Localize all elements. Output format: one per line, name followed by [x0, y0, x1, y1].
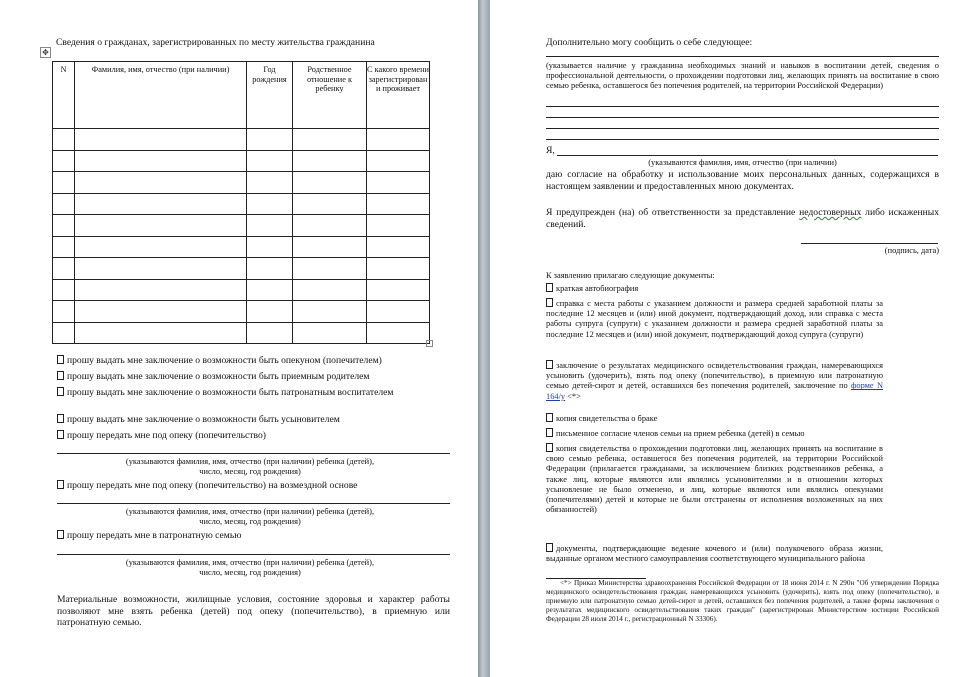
- col-number: N: [53, 62, 75, 129]
- option-paid-guardianship[interactable]: прошу передать мне под опеку (попечительство) на возмездной основе: [57, 480, 457, 492]
- checkbox-icon[interactable]: [57, 414, 64, 423]
- table-cell[interactable]: [367, 258, 430, 280]
- page-gutter: [478, 0, 490, 677]
- right-page: [490, 0, 968, 677]
- table-cell[interactable]: [75, 172, 247, 194]
- additional-title: Дополнительно могу сообщить о себе следующее:: [546, 37, 753, 48]
- table-row: [53, 236, 430, 258]
- table-cell[interactable]: [367, 301, 430, 323]
- fio-caption-1a: (указываются фамилия, имя, отчество (при наличии) ребенка (детей),: [125, 457, 375, 466]
- table-cell[interactable]: [367, 279, 430, 301]
- table-cell[interactable]: [293, 129, 367, 151]
- table-row: [53, 172, 430, 194]
- table-cell[interactable]: [53, 322, 75, 344]
- checkbox-icon[interactable]: [546, 443, 553, 452]
- checkbox-icon[interactable]: [546, 413, 553, 422]
- table-body: [53, 129, 430, 344]
- table-cell[interactable]: [75, 236, 247, 258]
- additional-line-3[interactable]: [546, 128, 939, 129]
- i-prefix: Я,: [546, 145, 555, 156]
- checkbox-icon[interactable]: [57, 530, 64, 539]
- doc-medical[interactable]: заключение о результатах медицинского освидетельствования граждан, намеревающихся усыновить (удочерить), взять под опеку (попечительство), в приемную или патронатную семью детей-сирот и детей, оставшихся без попечения родителей, заключение по форме N 164/у <*>: [546, 361, 883, 401]
- applicant-fio-line[interactable]: [557, 155, 938, 156]
- table-cell[interactable]: [75, 129, 247, 151]
- table-cell[interactable]: [53, 236, 75, 258]
- table-cell[interactable]: [247, 150, 293, 172]
- signature-line[interactable]: [801, 243, 938, 244]
- table-row: [53, 150, 430, 172]
- checkbox-icon[interactable]: [57, 387, 64, 396]
- col-fio: Фамилия, имя, отчество (при наличии): [75, 62, 247, 129]
- table-cell[interactable]: [293, 193, 367, 215]
- table-cell[interactable]: [367, 150, 430, 172]
- doc-nomad[interactable]: документы, подтверждающие ведение кочевого и (или) полукочевого образа жизни, выданные органом местного самоуправления соответствующего муниципального района: [546, 544, 883, 564]
- table-cell[interactable]: [293, 301, 367, 323]
- table-cell[interactable]: [53, 258, 75, 280]
- table-cell[interactable]: [293, 150, 367, 172]
- table-resize-handle[interactable]: [426, 340, 433, 347]
- table-row: [53, 279, 430, 301]
- table-row: [53, 322, 430, 344]
- additional-line-2[interactable]: [546, 117, 939, 118]
- table-cell[interactable]: [367, 129, 430, 151]
- table-cell[interactable]: [53, 279, 75, 301]
- option-guardian[interactable]: прошу выдать мне заключение о возможности быть опекуном (попечителем): [57, 355, 457, 367]
- form-164-link[interactable]: форме N 164/у: [546, 381, 883, 401]
- residents-table: [52, 61, 430, 344]
- table-row: [53, 258, 430, 280]
- table-cell[interactable]: [367, 193, 430, 215]
- checkbox-icon[interactable]: [57, 371, 64, 380]
- table-cell[interactable]: [75, 193, 247, 215]
- table-cell[interactable]: [293, 279, 367, 301]
- doc-work-certificate[interactable]: справка с места работы с указанием должности и размера средней заработной платы за последние 12 месяцев и (или) иной документ, подтверждающий доход, или справка с места работы супруга (супруги) с указанием должности и размера средней заработной платы за последние 12 месяцев и (или) иной документ, подтверждающий доход супруга (супруги): [546, 299, 883, 339]
- table-row: [53, 193, 430, 215]
- table-cell[interactable]: [293, 258, 367, 280]
- footnote-text: <*> Приказ Министерства здравоохранения Российской Федерации от 18 июня 2014 г. N 290н "Об утверждении Порядка медицинского освидетельствования граждан, намеревающихся усыновить (удочерить), взять под опеку (попечительство), в приемную или патронатную семью детей-сирот и детей, оставшихся без попечения родителей, а также формы заключения о результатах медицинского освидетельствования таких граждан" (зарегистрирован Министерством юстиции Российской Федерации 28 июля 2014 г., регистрационный N 33306).: [546, 579, 939, 623]
- doc-marriage[interactable]: копия свидетельства о браке: [546, 413, 883, 424]
- table-cell[interactable]: [53, 150, 75, 172]
- checkbox-icon[interactable]: [546, 543, 553, 552]
- table-cell[interactable]: [247, 322, 293, 344]
- checkbox-icon[interactable]: [57, 480, 64, 489]
- fio-caption-2a: (указываются фамилия, имя, отчество (при наличии) ребенка (детей),: [125, 507, 375, 516]
- table-cell[interactable]: [53, 301, 75, 323]
- table-cell[interactable]: [53, 172, 75, 194]
- signature-caption: (подпись, дата): [884, 246, 939, 255]
- table-cell[interactable]: [247, 172, 293, 194]
- doc-training[interactable]: копия свидетельства о прохождении подготовки лиц, желающих принять на воспитание в свою семью ребенка, оставшегося без попечения родителей, на территории Российской Федерации (прилагается гражданами, за исключением близких родственников ребенка, а также лиц, которые являются или являлись усыновителями и в отношении которых усыновление не было отменено, и лиц, которые являются или являлись опекунами (попечителями) детей и которые не были отстранены от исполнения возложенных на них обязанностей): [546, 444, 883, 515]
- table-cell[interactable]: [75, 322, 247, 344]
- additional-line-0[interactable]: [546, 56, 939, 57]
- warning-text: Я предупрежден (на) об ответственности за представление недостоверных либо искаженных сведений.: [546, 207, 939, 230]
- fio-caption-3a: (указываются фамилия, имя, отчество (при наличии) ребенка (детей),: [125, 558, 375, 567]
- fio-line-2[interactable]: [57, 503, 450, 504]
- table-cell[interactable]: [293, 322, 367, 344]
- table-cell[interactable]: [293, 236, 367, 258]
- doc-autobiography[interactable]: краткая автобиография: [546, 283, 936, 294]
- table-move-icon[interactable]: ✥: [40, 47, 51, 58]
- option-foster-parent[interactable]: прошу выдать мне заключение о возможности быть приемным родителем: [57, 371, 457, 383]
- checkbox-icon[interactable]: [546, 428, 553, 437]
- table-cell[interactable]: [53, 193, 75, 215]
- checkbox-icon[interactable]: [546, 298, 553, 307]
- table-row: [53, 301, 430, 323]
- table-cell[interactable]: [53, 215, 75, 237]
- consent-text: даю согласие на обработку и использование моих персональных данных, содержащихся в настоящем заявлении и предоставленных мною документах.: [546, 169, 939, 192]
- table-cell[interactable]: [75, 301, 247, 323]
- additional-line-4[interactable]: [546, 139, 939, 140]
- col-relation: Родственное отношение к ребенку: [293, 62, 367, 129]
- table-cell[interactable]: [367, 215, 430, 237]
- checkbox-icon[interactable]: [546, 283, 553, 292]
- living-conditions-text: Материальные возможности, жилищные условия, состояние здоровья и характер работы позволяют мне взять ребенка (детей) под опеку (попечительство), в приемную или патронатную семью.: [57, 594, 450, 629]
- doc-family-consent[interactable]: письменное согласие членов семьи на прием ребенка (детей) в семью: [546, 428, 883, 439]
- fio-line-3[interactable]: [57, 554, 450, 555]
- table-cell[interactable]: [247, 236, 293, 258]
- table-cell[interactable]: [367, 172, 430, 194]
- table-row: [53, 129, 430, 151]
- table-cell[interactable]: [293, 172, 367, 194]
- table-cell[interactable]: [75, 150, 247, 172]
- additional-caption: (указывается наличие у гражданина необходимых знаний и навыков в воспитании детей, сведения о профессиональной деятельности, о прохождении подготовки лиц, желающих принять на воспитание в свою семью ребенка, оставшегося без попечения родителей, на территории Российской Федерации): [546, 61, 939, 91]
- checkbox-icon[interactable]: [57, 355, 64, 364]
- table-cell[interactable]: [75, 215, 247, 237]
- table-cell[interactable]: [293, 215, 367, 237]
- table-cell[interactable]: [247, 258, 293, 280]
- checkbox-icon[interactable]: [546, 360, 553, 369]
- table-cell[interactable]: [247, 193, 293, 215]
- option-patronage-family[interactable]: прошу передать мне в патронатную семью: [57, 530, 457, 542]
- fio-line-1[interactable]: [57, 453, 450, 454]
- option-patronage-educator[interactable]: прошу выдать мне заключение о возможности быть патронатным воспитателем: [57, 387, 451, 399]
- table-cell[interactable]: [247, 279, 293, 301]
- option-guardianship[interactable]: прошу передать мне под опеку (попечительство): [57, 430, 457, 442]
- col-birth-year: Год рождения: [247, 62, 293, 129]
- table-title: Сведения о гражданах, зарегистрированных по месту жительства гражданина: [56, 37, 375, 48]
- table-row: [53, 215, 430, 237]
- table-cell[interactable]: [367, 236, 430, 258]
- option-adopter[interactable]: прошу выдать мне заключение о возможности быть усыновителем: [57, 414, 457, 426]
- attach-title: К заявлению прилагаю следующие документы:: [546, 271, 715, 280]
- table-cell[interactable]: [247, 215, 293, 237]
- table-cell[interactable]: [75, 279, 247, 301]
- additional-line-1[interactable]: [546, 106, 939, 107]
- fio-caption-2b: число, месяц, год рождения): [199, 517, 301, 526]
- table-cell[interactable]: [75, 258, 247, 280]
- table-cell[interactable]: [367, 322, 430, 344]
- left-page: [0, 0, 478, 677]
- table-cell[interactable]: [247, 129, 293, 151]
- fio-caption-3b: число, месяц, год рождения): [199, 568, 301, 577]
- table-cell[interactable]: [247, 301, 293, 323]
- table-cell[interactable]: [53, 129, 75, 151]
- col-registered-since: С какого времени зарегистрирован и проживает: [367, 62, 430, 129]
- applicant-fio-caption: (указываются фамилия, имя, отчество (при наличии): [648, 158, 837, 167]
- checkbox-icon[interactable]: [57, 430, 64, 439]
- fio-caption-1b: число, месяц, год рождения): [199, 467, 301, 476]
